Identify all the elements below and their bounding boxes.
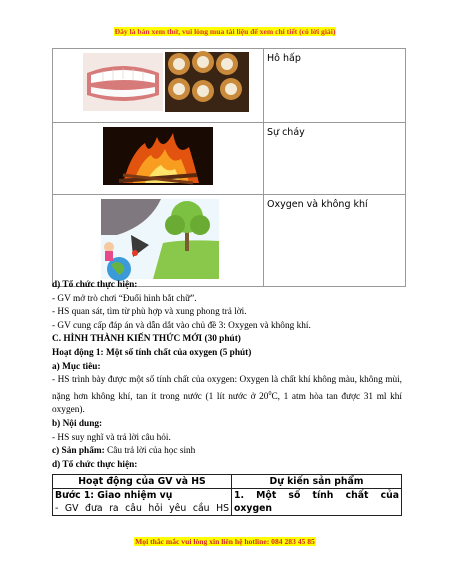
plan-step-1-title: Bước 1: Giao nhiệm vụ [55,490,173,501]
picture-puzzle-table [52,48,406,287]
section-d1-line-2: - HS quan sát, tìm từ phù hợp và xung phong trả lời. [52,307,247,318]
puzzle-answer-oxygen-air: Oxygen và không khí [267,199,368,210]
section-d1-line-1: - GV mở trò chơi “Đuổi hình bắt chữ”. [52,293,197,304]
label-cell-combustion [264,123,406,195]
organization-title: d) Tổ chức thực hiện: [52,459,138,470]
product-text: Câu trả lời của học sinh [104,446,196,457]
contact-banner-text: Mọi thắc mắc vui lòng xin liên hệ hotline: 084 283 45 85 [135,537,315,546]
preview-banner [0,27,450,36]
teeth-and-dim-sum-photo-icon [53,49,263,117]
objective-text [52,374,402,418]
puzzle-answer-respiration: Hô hấp [267,53,301,64]
content-title: b) Nội dung: [52,419,103,430]
contact-banner [0,537,450,546]
image-cell-combustion [53,123,264,195]
product-title: c) Sản phẩm: [52,446,105,457]
objective-text-end: C, 1 atm hòa tan được 31 ml khí oxygen). [52,391,403,416]
label-cell-respiration [264,49,406,123]
activity-plan-table [52,474,402,516]
lesson-body [52,279,402,472]
section-d1-title: d) Tổ chức thực hiện: [52,280,138,290]
puzzle-answer-combustion: Sự cháy [267,127,305,138]
image-cell-respiration [53,49,264,123]
product-line [52,445,402,459]
objective-text-main: - HS trình bày được một số tính chất của oxygen: Oxygen là chất khí không màu, không mùi, nặng hơn không khí, tan ít trong nước (1 lít nước ở 20 [52,375,402,402]
plan-right-cell [232,489,402,516]
content-text: - HS suy nghĩ và trả lời câu hỏi. [52,432,171,443]
objective-text-sup: 0 [268,390,272,397]
image-cell-oxygen-air [53,195,264,287]
plan-header-expected-product: Dự kiến sản phẩm [232,475,402,489]
plan-left-cell [53,489,232,516]
preview-banner-text: Đây là bản xem thử, vui lòng mua tài liệu để xem chi tiết (có lời giải) [114,27,336,36]
earth-tree-smoke-illustration-icon [53,195,263,281]
objective-title: a) Mục tiêu: [52,361,101,372]
label-cell-oxygen-air [264,195,406,287]
section-d1-line-3: - GV cung cấp đáp án và dẫn dắt vào chủ đề 3: Oxygen và không khí. [52,320,311,331]
plan-step-1-text: - GV đưa ra câu hỏi yêu cầu HS [55,503,229,514]
plan-header-activities: Hoạt động của GV và HS [53,475,232,489]
section-c-title: C. HÌNH THÀNH KIẾN THỨC MỚI (30 phút) [52,334,241,345]
activity-1-title: Hoạt động 1: Một số tính chất của oxygen (5 phút) [52,347,252,358]
plan-product-title: 1. Một số tính chất của [234,490,399,501]
campfire-photo-icon [53,123,263,189]
plan-product-title-end: oxygen [234,503,273,514]
